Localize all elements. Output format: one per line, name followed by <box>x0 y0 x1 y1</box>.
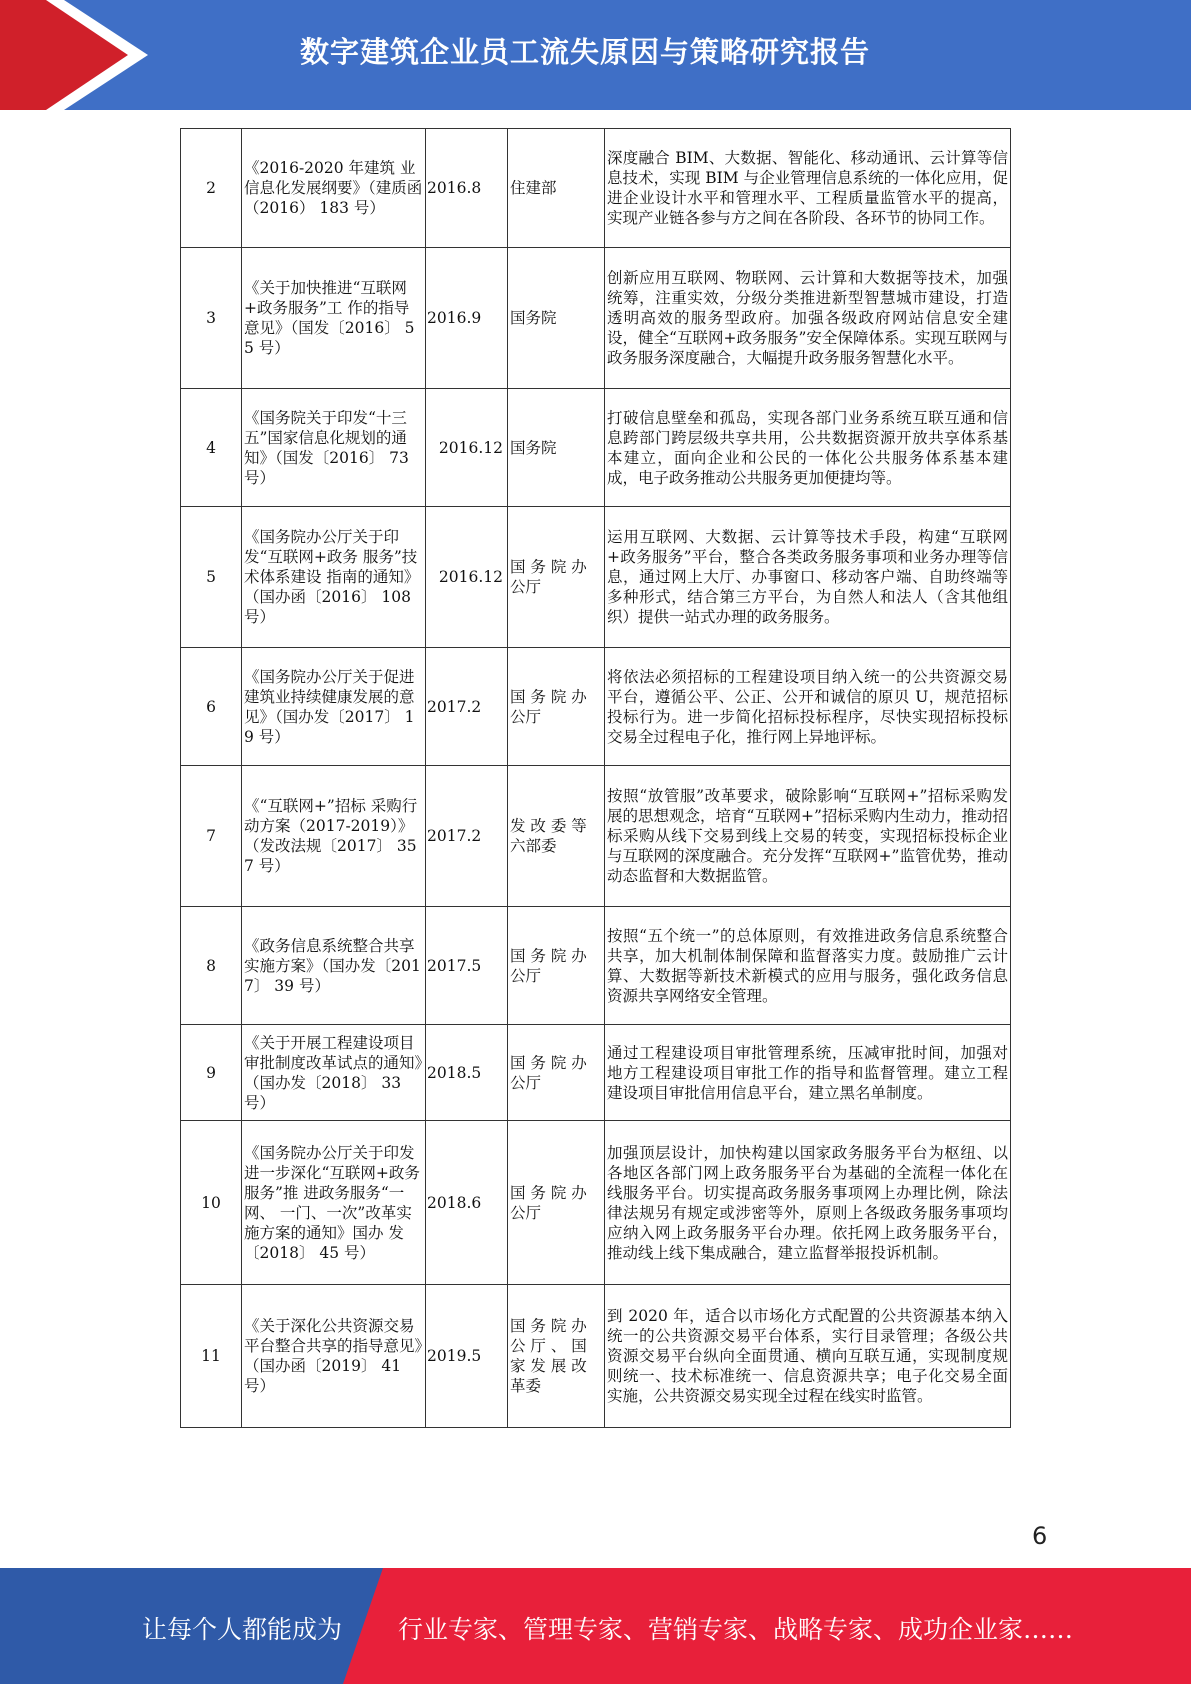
policy-name: 《关于加快推进“互联网+政务服务”工 作的指导意见》（国发〔2016〕 55 号） <box>242 248 426 389</box>
table-row <box>181 907 1011 1025</box>
policy-content: 深度融合 BIM、大数据、智能化、移动通讯、云计算等信息技术，实现 BIM 与企业管理信息系统的一体化应用，促进企业设计水平和管理水平、工程质量监管水平的提高，实现产业链各参与方之间在各阶段、各环节的协同工作。 <box>605 129 1011 248</box>
policy-content: 加强顶层设计，加快构建以国家政务服务平台为枢纽、以各地区各部门网上政务服务平台为基础的全流程一体化在线服务平台。切实提高政务服务事项网上办理比例，除法律法规另有规定或涉密等外，原则上各级政务服务事项均应纳入网上政务服务平台办理。依托网上政务服务平台，推动线上线下集成融合，建立监督举报投诉机制。 <box>605 1121 1011 1285</box>
policy-content: 到 2020 年，适合以市场化方式配置的公共资源基本纳入统一的公共资源交易平台体系，实行目录管理；各级公共资源交易平台纵向全面贯通、横向互联互通，实现制度规则统一、技术标准统一、信息资源共享；电子化交易全面实施，公共资源交易实现全过程在线实时监管。 <box>605 1285 1011 1428</box>
policy-name: 《关于深化公共资源交易平台整合共享的指导意见》（国办函〔2019〕 41 号） <box>242 1285 426 1428</box>
issuing-body: 住建部 <box>508 129 605 248</box>
row-number: 11 <box>181 1285 242 1428</box>
policy-name: 《关于开展工程建设项目审批制度改革试点的通知》（国办发〔2018〕 33 号） <box>242 1025 426 1121</box>
policy-name: 《国务院办公厅关于印发进一步深化“互联网+政务服务”推 进政务服务“一网、 一门、一次”改革实 施方案的通知》国办 发〔2018〕 45 号） <box>242 1121 426 1285</box>
policy-date: 2018.5 <box>426 1025 508 1121</box>
policy-name: 《“互联网+”招标 采购行动方案（2017-2019）》（发改法规〔2017〕 357 号） <box>242 766 426 907</box>
row-number: 9 <box>181 1025 242 1121</box>
policy-content: 运用互联网、大数据、云计算等技术手段，构建“互联网+政务服务”平台，整合各类政务服务事项和业务办理等信息，通过网上大厅、办事窗口、移动客户端、自助终端等多种形式，结合第三方平台，为自然人和法人（含其他组织）提供一站式办理的政务服务。 <box>605 507 1011 648</box>
issuing-body: 国 务 院 办 公厅 <box>508 507 605 648</box>
issuing-body: 国 务 院 办 公厅 <box>508 648 605 766</box>
footer-slogan-left: 让每个人都能成为 <box>142 1615 343 1644</box>
table-row <box>181 389 1011 507</box>
row-number: 8 <box>181 907 242 1025</box>
row-number: 3 <box>181 248 242 389</box>
header-arrow-decoration <box>0 0 160 110</box>
page-number: 6 <box>1032 1522 1048 1550</box>
row-number: 4 <box>181 389 242 507</box>
issuing-body: 国务院 <box>508 389 605 507</box>
policy-date: 2018.6 <box>426 1121 508 1285</box>
page-header <box>0 0 1191 110</box>
policy-name: 《2016-2020 年建筑 业信息化发展纲要》（建质函（2016） 183 号） <box>242 129 426 248</box>
row-number: 7 <box>181 766 242 907</box>
policy-content: 按照“五个统一”的总体原则，有效推进政务信息系统整合共享，加大机制体制保障和监督落实力度。鼓励推广云计算、大数据等新技术新模式的应用与服务，强化政务信息资源共享网络安全管理。 <box>605 907 1011 1025</box>
table-row <box>181 1121 1011 1285</box>
page-footer <box>0 1568 1191 1684</box>
policy-date: 2016.8 <box>426 129 508 248</box>
policy-date: 2016.12 <box>426 507 508 648</box>
policy-content: 创新应用互联网、物联网、云计算和大数据等技术，加强统筹，注重实效，分级分类推进新型智慧城市建设，打造透明高效的服务型政府。加强各级政府网站信息安全建设，健全“互联网+政务服务”安全保障体系。实现互联网与政务服务深度融合，大幅提升政务服务智慧化水平。 <box>605 248 1011 389</box>
issuing-body: 国 务 院 办 公厅 <box>508 907 605 1025</box>
issuing-body: 国 务 院 办 公 厅 、 国 家 发 展 改 革委 <box>508 1285 605 1428</box>
policy-content: 通过工程建设项目审批管理系统，压减审批时间，加强对地方工程建设项目审批工作的指导和监督管理。建立工程建设项目审批信用信息平台，建立黑名单制度。 <box>605 1025 1011 1121</box>
issuing-body: 国 务 院 办 公厅 <box>508 1025 605 1121</box>
policy-date: 2016.9 <box>426 248 508 389</box>
table-row <box>181 507 1011 648</box>
table-row <box>181 248 1011 389</box>
policy-name: 《国务院关于印发“十三五”国家信息化规划的通知》（国发〔2016〕 73 号） <box>242 389 426 507</box>
policy-table <box>180 128 1011 1428</box>
row-number: 5 <box>181 507 242 648</box>
row-number: 2 <box>181 129 242 248</box>
table-row <box>181 1025 1011 1121</box>
table-row <box>181 766 1011 907</box>
footer-slogan-right: 行业专家、管理专家、营销专家、战略专家、成功企业家…… <box>398 1615 1074 1644</box>
table-row <box>181 129 1011 248</box>
issuing-body: 国务院 <box>508 248 605 389</box>
policy-date: 2017.2 <box>426 648 508 766</box>
table-row <box>181 1285 1011 1428</box>
issuing-body: 发 改 委 等 六部委 <box>508 766 605 907</box>
report-title: 数字建筑企业员工流失原因与策略研究报告 <box>300 35 871 69</box>
policy-date: 2019.5 <box>426 1285 508 1428</box>
policy-content: 将依法必须招标的工程建设项目纳入统一的公共资源交易平台，遵循公平、公正、公开和诚信的原贝 U，规范招标投标行为。进一步简化招标投标程序，尽快实现招标投标交易全过程电子化，推行网上异地评标。 <box>605 648 1011 766</box>
policy-name: 《国务院办公厅关于促进建筑业持续健康发展的意见》（国办发〔2017〕 19 号） <box>242 648 426 766</box>
table-row <box>181 648 1011 766</box>
policy-content: 打破信息壁垒和孤岛，实现各部门业务系统互联互通和信息跨部门跨层级共享共用，公共数据资源开放共享体系基本建立，面向企业和公民的一体化公共服务体系基本建成，电子政务推动公共服务更加便捷均等。 <box>605 389 1011 507</box>
policy-content: 按照“放管服”改革要求，破除影响“互联网+”招标采购发展的思想观念，培育“互联网+”招标采购内生动力，推动招标采购从线下交易到线上交易的转变，实现招标投标企业与互联网的深度融合。充分发挥“互联网+”监管优势，推动动态监督和大数据监管。 <box>605 766 1011 907</box>
policy-date: 2016.12 <box>426 389 508 507</box>
row-number: 10 <box>181 1121 242 1285</box>
policy-name: 《国务院办公厅关于印发“互联网+政务 服务”技术体系建设 指南的通知》（国办函〔2016〕 108 号） <box>242 507 426 648</box>
policy-date: 2017.5 <box>426 907 508 1025</box>
policy-name: 《政务信息系统整合共享实施方案》（国办发〔2017〕 39 号） <box>242 907 426 1025</box>
policy-date: 2017.2 <box>426 766 508 907</box>
issuing-body: 国 务 院 办 公厅 <box>508 1121 605 1285</box>
row-number: 6 <box>181 648 242 766</box>
